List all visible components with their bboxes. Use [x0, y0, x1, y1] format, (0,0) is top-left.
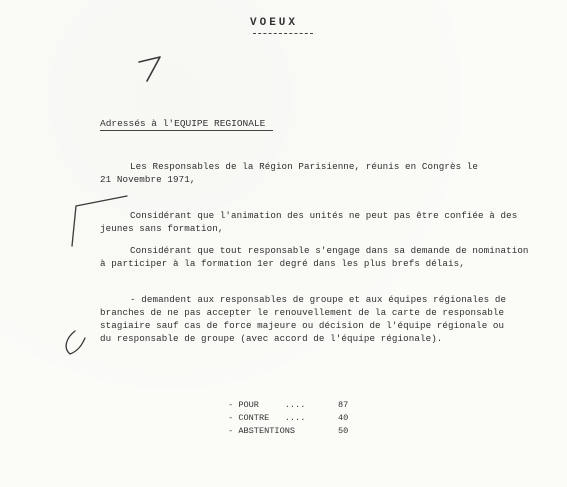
vote-label-abstentions: - ABSTENTIONS	[228, 426, 296, 436]
heading-underline	[100, 130, 273, 131]
intro-line-2: 21 Novembre 1971,	[100, 174, 196, 185]
demand-line-2: branches de ne pas accepter le renouvellement de la carte de responsable	[100, 307, 505, 318]
demand-line-3: stagiaire sauf cas de force majeure ou décision de l'équipe régionale ou	[100, 320, 505, 331]
considerant-2-line-2: à participer à la formation 1er degré dans les plus brefs délais,	[100, 258, 465, 269]
margin-curve-mark	[66, 331, 85, 354]
demand-line-1: - demandent aux responsables de groupe et aux équipes régionales de	[130, 294, 507, 305]
vote-value-contre: 40	[338, 413, 349, 423]
considerant-1-line-1: Considérant que l'animation des unités ne peut pas être confiée à des	[130, 210, 518, 221]
handwritten-seven	[139, 57, 160, 81]
title-underline	[253, 33, 313, 34]
considerant-2-line-1: Considérant que tout responsable s'engage dans sa demande de nomination	[130, 245, 529, 256]
document-title: VOEUX	[250, 17, 299, 29]
vote-value-abstentions: 50	[338, 426, 349, 436]
vote-value-pour: 87	[338, 400, 349, 410]
intro-line-1: Les Responsables de la Région Parisienne, réunis en Congrès le	[130, 161, 479, 172]
vote-label-contre: - CONTRE ....	[228, 413, 306, 423]
demand-line-4: du responsable de groupe (avec accord de l'équipe régionale).	[100, 333, 443, 344]
section-heading: Adressés à l'EQUIPE REGIONALE	[100, 118, 266, 129]
margin-bracket-mark	[72, 196, 127, 246]
considerant-1-line-2: jeunes sans formation,	[100, 223, 224, 234]
vote-label-pour: - POUR ....	[228, 400, 306, 410]
